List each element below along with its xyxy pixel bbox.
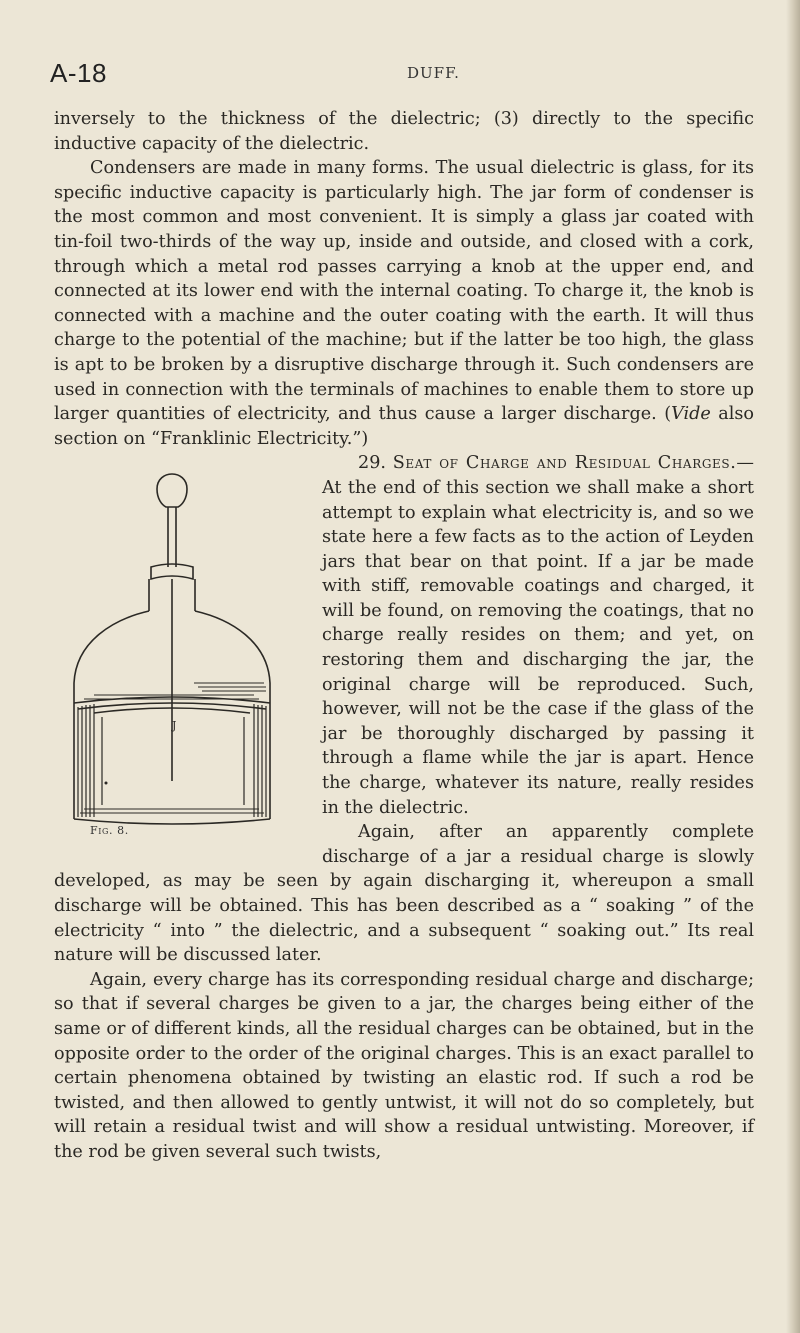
rod-label: J <box>172 719 177 733</box>
figure-caption: Fig. 8. <box>90 824 129 838</box>
figure-8 <box>54 451 304 846</box>
running-head: DUFF. <box>407 64 460 82</box>
paragraph-2-tail: also section on “Franklinic Electricity.”) <box>54 404 754 449</box>
paragraph-2-text: Condensers are made in many forms. The usual dielectric is glass, for its specific inductive capacity is particularly high. The jar form of condenser is the most common and most convenient. It is simply a glass jar coated with tin-foil two-thirds of the way up, inside and outside, and closed with a cork, through which a metal rod passes carrying a knob at the upper end, and connected at its lower end with the internal coating. To charge it, the knob is connected with a machine and the outer coating with the earth. It will thus charge to the potential of the machine; but if the latter be too high, the glass is apt to be broken by a disruptive discharge through it. Such condensers are used in connection with the terminals of machines to enable them to store up larger quantities of electricity, and thus cause a larger discharge. ( <box>54 158 754 425</box>
section-title: Seat of Charge and Residual Charges. <box>392 453 737 474</box>
page-number: A-18 <box>50 58 107 88</box>
paragraph-3-text: —At the end of this section we shall make a short attempt to explain what electricity is, and so we state here a few facts as to the action of Leyden jars that bear on that point. If a jar be made with stiff, removable coatings and charged, it will be found, on removing the coatings, that no charge really resides on them; and yet, on restoring them and discharging the jar, the original charge will be reproduced. Such, however, will not be the case if the glass of the jar be thoroughly discharged by passing it through a flame while the jar is apart. Hence the charge, whatever its nature, really resides in the dielectric. <box>322 453 754 818</box>
section-number: 29. <box>358 453 393 474</box>
paragraph-1: inversely to the thickness of the dielectric; (3) directly to the specific inductive capacity of the dielectric. <box>54 109 754 154</box>
paragraph-4: Again, after an apparently complete discharge of a jar a residual charge is slowly developed, as may be seen by again discharging it, whereupon a small discharge will be obtained. This has been described as a “ soaking ” of the electricity “ into ” the dielectric, and a subsequent “ soaking out.” Its real nature will be discussed later. <box>54 822 754 966</box>
body-text <box>54 107 754 1165</box>
paragraph-2 <box>54 156 754 451</box>
leyden-jar-illustration <box>54 451 304 846</box>
vide-italic: Vide <box>671 404 711 425</box>
page-spine-edge <box>786 0 800 1333</box>
paragraph-5: Again, every charge has its corresponding residual charge and discharge; so that if several charges be given to a jar, the charges being either of the same or of different kinds, all the residual charges can be obtained, but in the opposite order to the order of the original charges. This is an exact parallel to certain phenomena obtained by twisting an elastic rod. If such a rod be twisted, and then allowed to gently untwist, it will not do so completely, but will retain a residual twist and will show a residual untwisting. Moreover, if the rod be given several such twists, <box>54 969 754 1162</box>
page-header <box>50 52 750 92</box>
